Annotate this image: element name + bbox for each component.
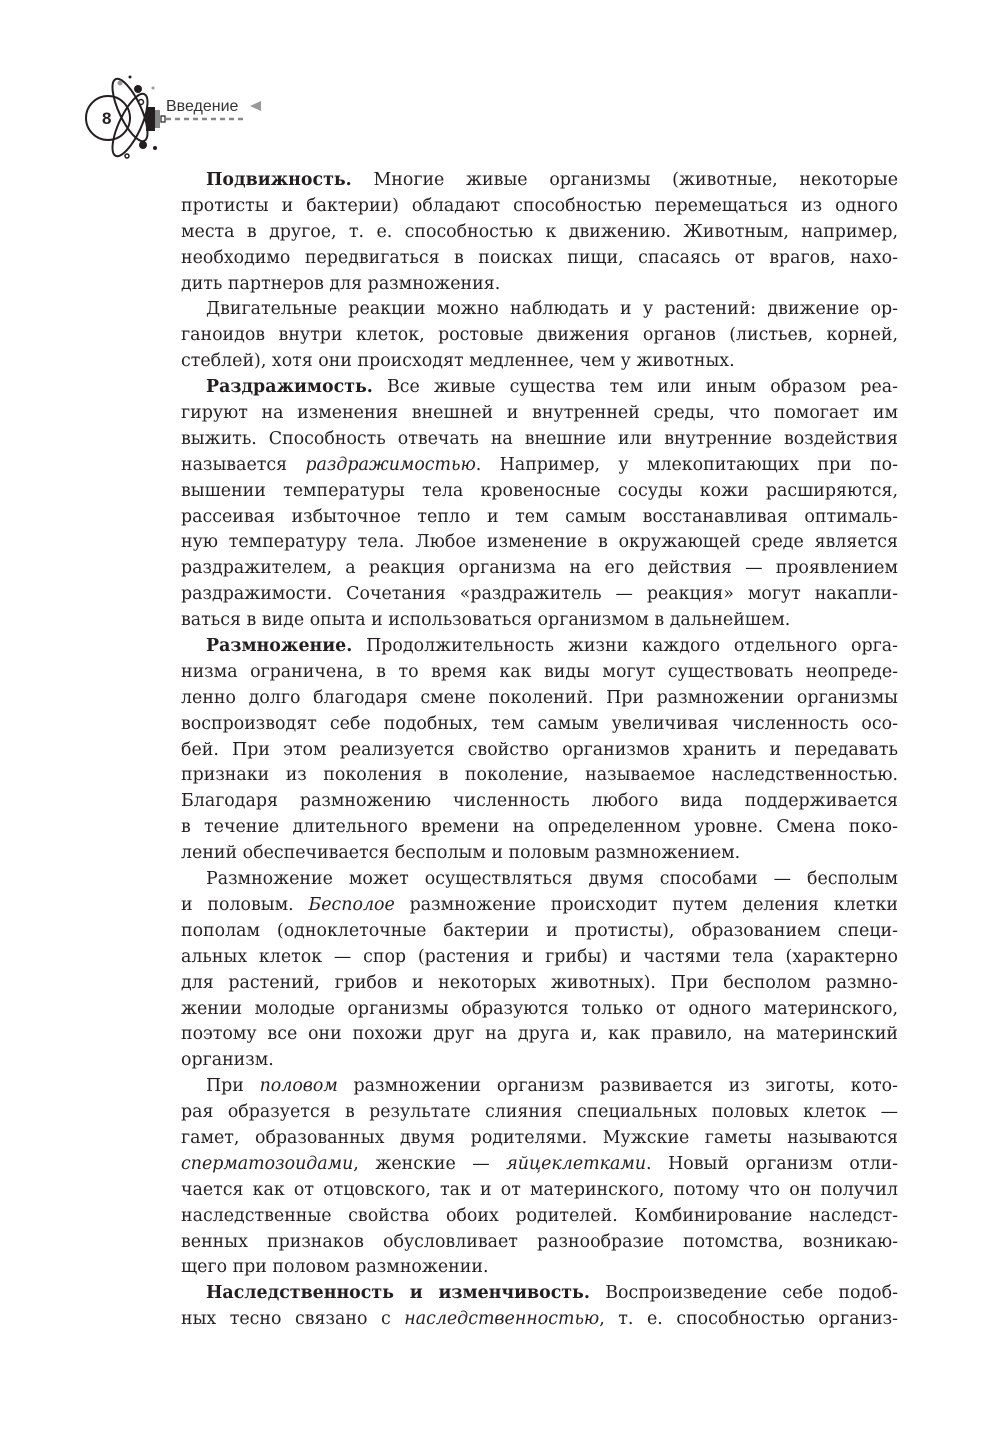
text-line (181, 1230, 898, 1256)
text-segment: воспроизводят себе подобных, тем самым увеличивая численность осо- (181, 713, 898, 734)
text-line (181, 1022, 898, 1048)
text-line (181, 401, 898, 427)
text-segment: протисты и бактерии) обладают способностью перемещаться из одного (181, 195, 898, 216)
text-line (181, 297, 898, 323)
text-line (181, 1307, 898, 1333)
text-line (181, 763, 898, 789)
text-segment: ваться в виде опыта и использоваться организмом в дальнейшем. (181, 610, 791, 631)
text-line (181, 1048, 898, 1074)
text-line (181, 608, 898, 634)
text-segment: . Например, у млекопитающих при по- (475, 454, 898, 475)
text-segment: раздражителем, а реакция организма на его действия — проявлением (181, 558, 898, 579)
text-segment: Двигательные реакции можно наблюдать и у растений: движение ор- (206, 299, 898, 320)
text-line (181, 919, 898, 945)
text-line (181, 815, 898, 841)
text-segment: , женские — (353, 1153, 507, 1174)
text-segment: жении молодые организмы образуются только от одного материнского, (181, 998, 898, 1019)
text-segment: альных клеток — спор (растения и грибы) и частями тела (характерно (181, 946, 898, 967)
italic-term: раздражимостью (305, 454, 476, 475)
italic-term: Бесполое (308, 894, 395, 915)
text-segment: рассеивая избыточное тепло и тем самым восстанавливая оптималь- (181, 506, 898, 527)
page-number: 8 (102, 109, 112, 128)
text-segment: размножении организм развивается из зиготы, кото- (337, 1076, 898, 1097)
text-line (181, 1281, 898, 1307)
text-segment: ных тесно связано с (181, 1309, 405, 1330)
text-segment: Воспроизведение себе подоб- (589, 1283, 898, 1304)
text-line (181, 556, 898, 582)
text-line (181, 323, 898, 349)
text-segment: . Новый организм отли- (646, 1153, 898, 1174)
text-segment: называется (181, 454, 306, 475)
text-segment: необходимо передвигаться в поисках пищи, спасаясь от врагов, нахо- (181, 247, 898, 268)
text-line (181, 945, 898, 971)
text-line (181, 1126, 898, 1152)
text-segment: Продолжительность жизни каждого отдельного орга- (352, 636, 898, 657)
text-line (181, 686, 898, 712)
text-segment: пополам (одноклеточные бактерии и протисты), образованием специ- (181, 920, 898, 941)
text-segment: поэтому все они похожи друг на друга и, как правило, на материнский (181, 1024, 898, 1045)
text-line (181, 789, 898, 815)
text-line (181, 349, 898, 375)
text-segment: ленно долго благодаря смене поколений. При размножении организмы (181, 687, 898, 708)
italic-term: наследственностью (404, 1309, 600, 1330)
text-segment: и половым. (181, 894, 309, 915)
text-line (181, 971, 898, 997)
text-segment: в течение длительного времени на определенном уровне. Смена поко- (181, 817, 898, 838)
text-segment: лений обеспечивается бесполым и половым размножением. (181, 843, 741, 864)
text-segment: стеблей), хотя они происходят медленнее, чем у животных. (181, 351, 735, 372)
text-segment: Размножение может осуществляться двумя способами — бесполым (206, 869, 898, 890)
text-line (181, 660, 898, 686)
text-line (181, 582, 898, 608)
text-segment: гамет, образованных двумя родителями. Мужские гаметы называются (181, 1127, 898, 1148)
text-line (181, 1204, 898, 1230)
text-segment: выжить. Способность отвечать на внешние или внутренние воздействия (181, 428, 898, 449)
text-segment: признаки из поколения в поколение, называемое наследственностью. (181, 765, 898, 786)
text-segment: вышении температуры тела кровеносные сосуды кожи расширяются, (181, 480, 898, 501)
text-line (181, 1152, 898, 1178)
text-line (181, 738, 898, 764)
italic-term: половом (259, 1076, 338, 1097)
text-segment: дить партнеров для размножения. (181, 273, 501, 294)
section-title: Введение (166, 98, 239, 115)
text-segment: При (206, 1076, 260, 1097)
text-segment: раздражимости. Сочетания «раздражитель — реакция» могут накапли- (181, 584, 898, 605)
text-line (181, 1100, 898, 1126)
text-segment: места в другое, т. е. способностью к движению. Животным, например, (181, 221, 898, 242)
italic-term: яйцеклетками (506, 1153, 647, 1174)
text-line (181, 1255, 898, 1281)
text-line (181, 168, 898, 194)
text-line (181, 1074, 898, 1100)
text-line (181, 272, 898, 298)
text-line (181, 1178, 898, 1204)
text-segment: венных признаков обусловливает разнообразие потомства, возникаю- (181, 1231, 898, 1252)
text-segment: наследственные свойства обоих родителей. Комбинирование наследст- (181, 1205, 898, 1226)
text-segment: Благодаря размножению численность любого вида поддерживается (181, 791, 898, 812)
text-line (181, 997, 898, 1023)
text-line (181, 841, 898, 867)
bold-term: Раздражимость. (206, 377, 373, 398)
text-segment: Многие живые организмы (животные, некоторые (351, 170, 898, 190)
text-segment: , т. е. способностью организ- (599, 1309, 898, 1330)
bold-term: Подвижность. (206, 170, 352, 190)
text-segment: рая образуется в результате слияния специальных половых клеток — (181, 1102, 898, 1123)
text-segment: организм. (181, 1050, 274, 1071)
text-segment: для растений, грибов и некоторых животных). При бесполом размно- (181, 972, 898, 993)
text-line (181, 375, 898, 401)
text-segment: бей. При этом реализуется свойство организмов хранить и передавать (181, 739, 898, 760)
text-line (181, 427, 898, 453)
text-line (181, 634, 898, 660)
text-line (181, 893, 898, 919)
italic-term: сперматозоидами (181, 1153, 354, 1174)
text-segment: ную температуру тела. Любое изменение в окружающей среде является (181, 532, 898, 553)
text-segment: щего при половом размножении. (181, 1257, 489, 1278)
text-segment: чается как от отцовского, так и от материнского, потому что он получил (181, 1179, 898, 1200)
text-segment: размножение происходит путем деления клетки (394, 894, 898, 915)
text-line (181, 867, 898, 893)
text-segment: низма ограничена, в то время как виды могут существовать неопреде- (181, 661, 898, 682)
text-line (181, 712, 898, 738)
page-header (75, 70, 275, 170)
text-segment: гируют на изменения внешней и внутренней среды, что помогает им (181, 403, 898, 424)
text-line (181, 220, 898, 246)
text-line (181, 505, 898, 531)
text-segment: ганоидов внутри клеток, ростовые движения органов (листьев, корней, (181, 325, 898, 346)
body-text (181, 168, 898, 1333)
text-segment: Все живые существа тем или иным образом реа- (372, 377, 898, 398)
text-line (181, 479, 898, 505)
text-line (181, 530, 898, 556)
text-line (181, 246, 898, 272)
bold-term: Размножение. (206, 636, 353, 657)
bold-term: Наследственность и изменчивость. (206, 1283, 590, 1304)
text-line (181, 453, 898, 479)
text-line (181, 194, 898, 220)
